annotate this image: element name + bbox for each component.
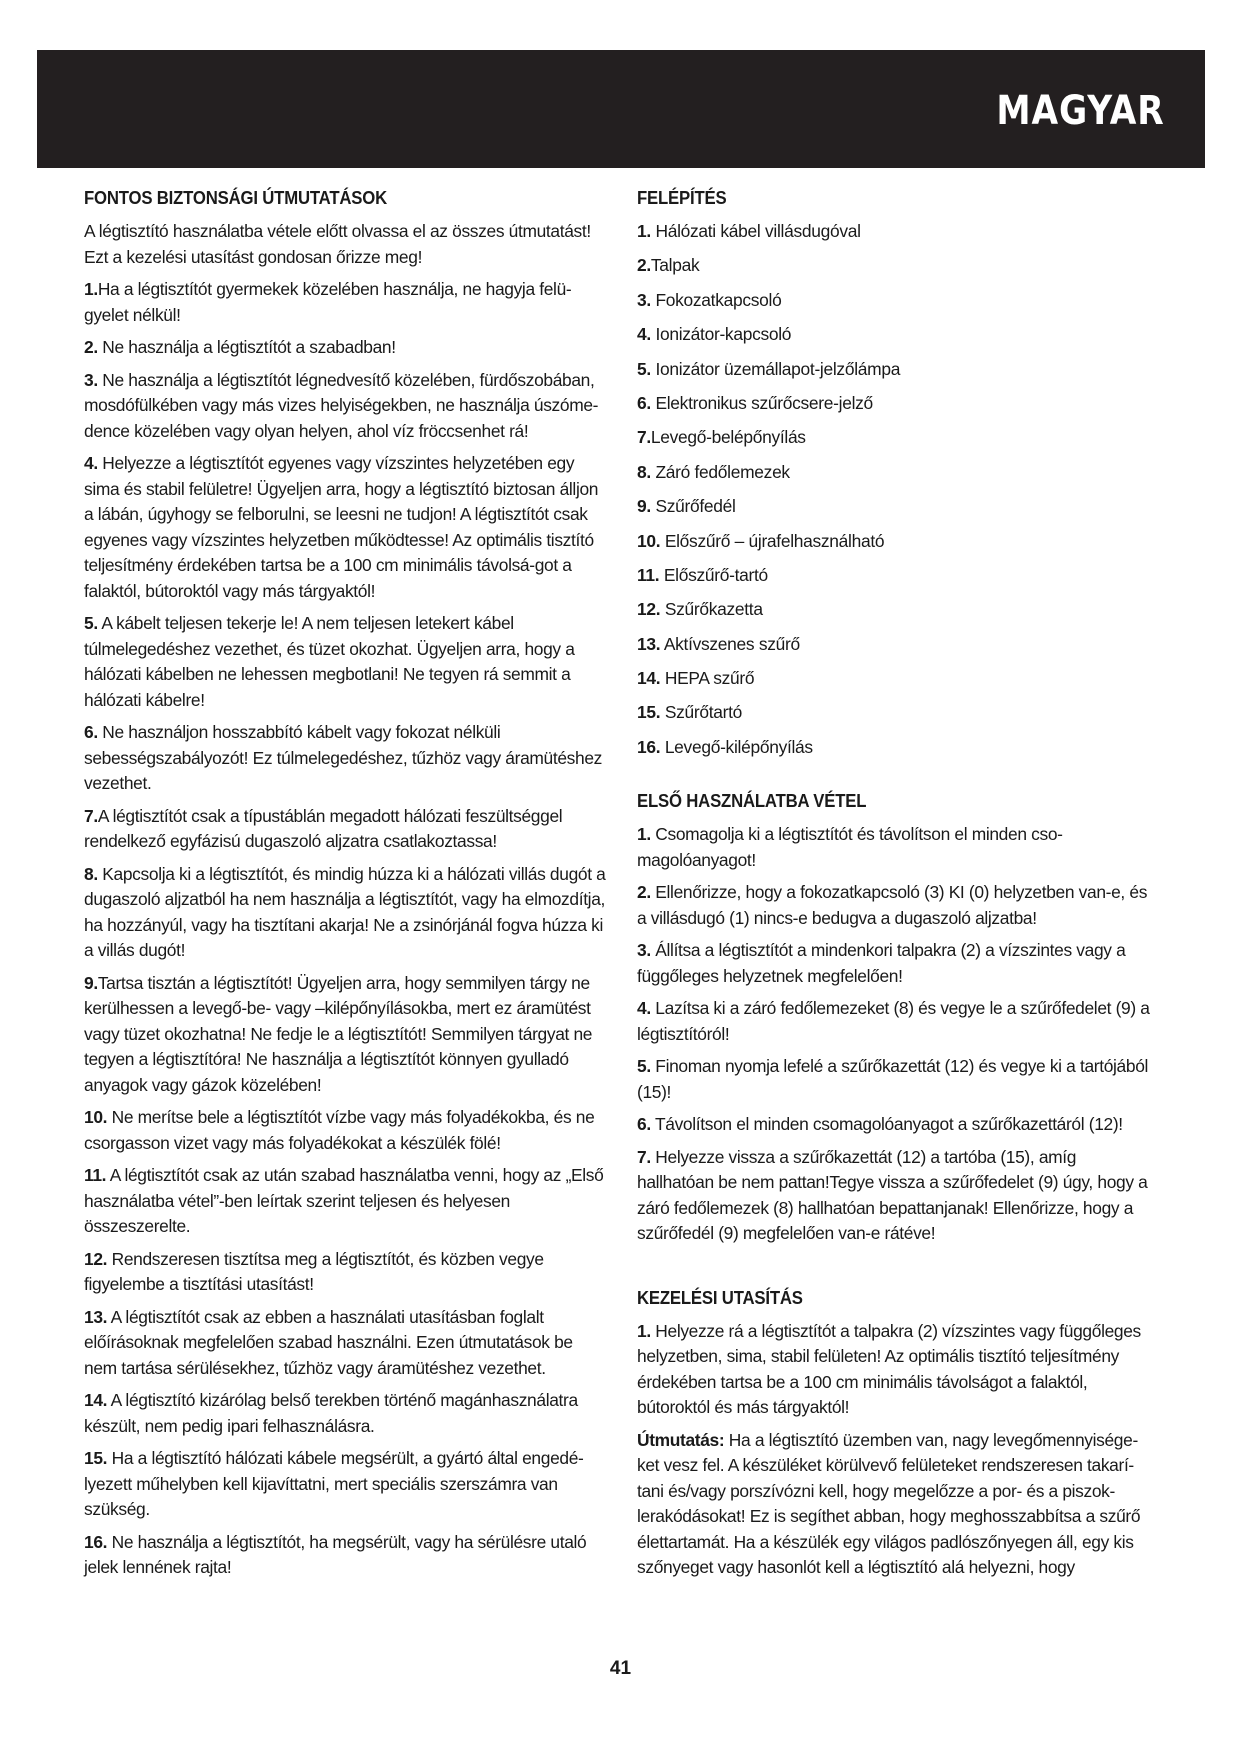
language-label: MAGYAR [996, 88, 1165, 134]
item-number: 4. [637, 324, 651, 345]
safety-list [84, 277, 609, 1581]
safety-item [84, 1163, 609, 1240]
first-use-item [637, 996, 1157, 1047]
item-number: 12. [637, 599, 661, 620]
item-number: 3. [637, 940, 651, 961]
item-number: 2. [84, 337, 98, 357]
item-number: 13. [84, 1306, 108, 1327]
item-number: 10. [84, 1107, 108, 1127]
safety-item [84, 804, 609, 855]
construction-item [637, 735, 1157, 760]
item-number: 16. [637, 736, 661, 757]
item-text: Talpak [650, 255, 700, 276]
item-number: 13. [637, 633, 661, 654]
construction-item [637, 494, 1157, 519]
safety-item [84, 1305, 609, 1382]
construction-item [637, 391, 1157, 416]
construction-item [637, 529, 1157, 554]
safety-item [84, 611, 609, 713]
item-text: Ionizátor üzemállapot-jelzőlámpa [650, 358, 901, 379]
note-label: Útmutatás: [637, 1429, 725, 1450]
item-number: 5. [637, 1056, 651, 1077]
item-number: 9. [84, 972, 98, 993]
item-number: 15. [84, 1448, 108, 1468]
safety-intro: A légtisztító használatba vétele előtt olvassa el az összes útmutatást! Ezt a kezelési utasítást gondosan őrizze meg! [84, 221, 591, 267]
item-text: Helyezze vissza a szűrőkazettát (12) a tartóba (15), amíg hallhatóan be nem pattan!Tegye vissza a szűrőfedelet (9) úgy, hogy a záró fedőlemezek (8) hallhatóan bepattanjanak! Ellenőrizze, hogy a szűrőfedél (9) megfelelően van-e rátéve! [637, 1146, 1148, 1244]
item-text: Elektronikus szűrőcsere-jelző [650, 392, 873, 413]
construction-item [637, 253, 1157, 278]
construction-item [637, 700, 1157, 725]
item-text: A légtisztítót csak a típustáblán megadott hálózati feszültséggel rendelkező egyfázisú dugaszoló aljzatra csatlakoztassa! [84, 805, 563, 851]
operation-note [637, 1428, 1157, 1581]
item-text: A légtisztítót csak az után szabad használatba venni, hogy az „Első használatba vétel”-ben leírtak szerint teljesen és helyesen összeszerelte. [84, 1165, 604, 1236]
item-text: A kábelt teljesen tekerje le! A nem teljesen letekert kábel túlmelegedéshez vezethet, és tüzet okozhat. Ügyeljen arra, hogy a hálózati kábelben ne lehessen megbotlani! Ne tegyen rá semmit a hálózati kábelre! [84, 613, 575, 710]
item-number: 4. [84, 453, 98, 473]
item-text: Finoman nyomja lefelé a szűrőkazettát (12) és vegye ki a tartójából (15)! [637, 1056, 1149, 1102]
operation-item-1 [637, 1319, 1157, 1421]
item-text: Ne használja a légtisztítót légnedvesítő közelében, fürdőszobában, mosdófülkében vagy más vizes helyiségekben, ne használja úszóme-dence közelében vagy olyan helyen, ahol víz fröccsenhet rá! [84, 369, 599, 441]
item-number: 5. [637, 358, 651, 379]
item-number: 6. [84, 722, 98, 742]
item-number: 6. [637, 392, 651, 413]
safety-item [84, 277, 609, 328]
item-text: Helyezze rá a légtisztítót a talpakra (2) vízszintes vagy függőleges helyzetben, sima, stabil felületen! Az optimális tisztító teljesítmény érdekében tartsa be a 100 cm minimális távolságot a falaktól, bútoroktól és más tárgyaktól! [637, 1320, 1141, 1418]
item-text: Záró fedőlemezek [650, 461, 790, 482]
item-number: 8. [84, 863, 98, 884]
construction-item [637, 288, 1157, 313]
safety-item [84, 1388, 609, 1439]
item-number: 14. [637, 668, 661, 689]
item-number: 15. [637, 702, 661, 723]
item-text: Távolítson el minden csomagolóanyagot a szűrőkazettáról (12)! [650, 1114, 1123, 1135]
item-number: 11. [637, 564, 660, 585]
item-number: 7. [637, 1146, 651, 1167]
first-use-title: ELSŐ HASZNÁLATBA VÉTEL [637, 791, 867, 812]
item-number: 4. [637, 998, 651, 1019]
right-column [637, 188, 1157, 1588]
item-number: 12. [84, 1248, 108, 1269]
safety-item [84, 971, 609, 1099]
item-text: HEPA szűrő [660, 668, 755, 689]
operation-title: KEZELÉSI UTASÍTÁS [637, 1287, 803, 1308]
item-text: Ne merítse bele a légtisztítót vízbe vagy más folyadékokba, és ne csorgasson vizet vagy más folyadékokat a készülék fölé! [84, 1107, 595, 1153]
safety-item [84, 862, 609, 964]
item-text: A légtisztítót csak az ebben a használati utasításban foglalt előírásoknak megfelelően szabad használni. Ezen útmutatások be nem tartása sérülésekhez, tűzhöz vagy áramütéshez vezethet. [84, 1306, 573, 1378]
item-text: Ne használja a légtisztítót a szabadban! [97, 337, 396, 357]
safety-item [84, 1530, 609, 1581]
item-text: Szűrőkazetta [660, 599, 763, 620]
page-number: 41 [609, 1658, 632, 1679]
note-text: Ha a légtisztító üzemben van, nagy levegőmennyisége-ket vesz fel. A készüléket körülvevő felületeket rendszeresen takarí-tani és/vagy porszívózni kell, hogy megelőzze a por- és a piszok-lerakódásokat! Ez is segíthet abban, hogy meghosszabbítsa a szűrő élettartamát. Ha a készülék egy világos padlószőnyegen áll, egy kis szőnyeget vagy hasonlót kell a légtisztító alá helyezni, hogy [637, 1429, 1141, 1578]
first-use-item [637, 822, 1157, 873]
item-text: Előszűrő – újrafelhasználható [660, 530, 885, 551]
safety-item [84, 1247, 609, 1298]
item-text: Ionizátor-kapcsoló [650, 324, 792, 345]
item-text: Levegő-kilépőnyílás [660, 736, 813, 757]
construction-item [637, 219, 1157, 244]
construction-item [637, 597, 1157, 622]
construction-item [637, 563, 1157, 588]
item-number: 7. [637, 427, 651, 448]
item-text: Ha a légtisztító hálózati kábele megsérült, a gyártó által engedé-lyezett műhelyben kell kijavíttatni, mert speciális szerszámra van szükség. [84, 1448, 584, 1519]
item-text: Állítsa a légtisztítót a mindenkori talpakra (2) a vízszintes vagy a függőleges helyzetnek megfelelően! [637, 940, 1126, 986]
item-text: Kapcsolja ki a légtisztítót, és mindig húzza ki a hálózati villás dugót a dugaszoló aljzatból ha nem használja a légtisztítót, vagy ha elmozdítja, ha hozzányúl, vagy ha tisztítani akarja! Ne a zsinórjánál fogva húzza ki a villás dugót! [84, 863, 606, 960]
item-text: Ha a légtisztítót gyermekek közelében használja, ne hagyja felü-gyelet nélkül! [84, 279, 572, 325]
safety-item [84, 335, 609, 361]
item-text: Előszűrő-tartó [659, 564, 768, 585]
item-text: Szűrőfedél [650, 496, 736, 517]
construction-item [637, 632, 1157, 657]
safety-title: FONTOS BIZTONSÁGI ÚTMUTATÁSOK [84, 188, 387, 208]
item-number: 2. [637, 882, 651, 903]
item-number: 3. [637, 289, 651, 310]
item-text: Lazítsa ki a záró fedőlemezeket (8) és vegye le a szűrőfedelet (9) a légtisztítóról! [637, 998, 1150, 1044]
construction-list [637, 219, 1157, 760]
item-text: A légtisztító kizárólag belső terekben történő magánhasználatra készült, nem pedig ipari felhasználásra. [84, 1390, 578, 1436]
item-text: Hálózati kábel villásdugóval [650, 221, 861, 241]
first-use-item [637, 880, 1157, 931]
first-use-item [637, 1054, 1157, 1105]
item-number: 3. [84, 369, 98, 390]
item-text: Szűrőtartó [660, 702, 743, 723]
item-number: 16. [84, 1531, 108, 1552]
safety-item [84, 720, 609, 797]
item-number: 5. [84, 613, 98, 633]
construction-title: FELÉPÍTÉS [637, 188, 727, 208]
first-use-item [637, 1145, 1157, 1247]
item-number: 2. [637, 255, 651, 276]
item-text: Ellenőrizze, hogy a fokozatkapcsoló (3) KI (0) helyzetben van-e, és a villásdugó (1) nincs-e bedugva a dugaszoló aljzatba! [637, 882, 1148, 928]
item-number: 11. [84, 1165, 107, 1185]
item-text: Ne használjon hosszabbító kábelt vagy fokozat nélküli sebességszabályozót! Ez túlmelegedéshez, tűzhöz vagy áramütéshez vezethet. [84, 722, 602, 793]
item-number: 1. [84, 279, 98, 299]
item-text: Aktívszenes szűrő [660, 633, 800, 654]
first-use-item [637, 1112, 1157, 1138]
item-number: 1. [637, 221, 651, 241]
item-text: Rendszeresen tisztítsa meg a légtisztítót, és közben vegye figyelembe a tisztítási utasítást! [84, 1248, 544, 1294]
item-number: 8. [637, 461, 651, 482]
safety-item [84, 451, 609, 604]
construction-item [637, 666, 1157, 691]
construction-item [637, 460, 1157, 485]
item-number: 6. [637, 1114, 651, 1135]
construction-item [637, 425, 1157, 450]
item-text: Levegő-belépőnyílás [650, 427, 806, 448]
safety-item [84, 368, 609, 445]
item-number: 14. [84, 1390, 108, 1410]
language-header-band [37, 50, 1205, 168]
first-use-item [637, 938, 1157, 989]
construction-item [637, 322, 1157, 347]
item-number: 10. [637, 530, 661, 551]
item-number: 9. [637, 496, 651, 517]
item-text: Fokozatkapcsoló [650, 289, 782, 310]
left-column [84, 188, 609, 1588]
construction-item [637, 357, 1157, 382]
item-number: 1. [637, 824, 651, 845]
first-use-list [637, 822, 1157, 1247]
item-text: Ne használja a légtisztítót, ha megsérült, vagy ha sérülésre utaló jelek lennének rajta! [84, 1531, 587, 1577]
safety-item [84, 1446, 609, 1523]
item-text: Helyezze a légtisztítót egyenes vagy vízszintes helyzetében egy sima és stabil felületre! Ügyeljen arra, hogy a légtisztító biztosan álljon a lábán, úgyhogy se felborulni, se leesni ne tudjon! A légtisztítót csak egyenes vagy vízszintes helyzetben működtesse! Az optimális tisztító teljesítmény érdekében tartsa be a 100 cm minimális távolsá-got a falaktól, bútoroktól vagy más tárgyaktól! [84, 453, 599, 601]
item-text: Tartsa tisztán a légtisztítót! Ügyeljen arra, hogy semmilyen tárgy ne kerülhessen a levegő-be- vagy –kilépőnyílásokba, mert ez áramütést vagy tüzet okozhatna! Ne fedje le a légtisztítót! Semmilyen tárgyat ne tegyen a légtisztítóra! Ne használja a légtisztítót könnyen gyulladó anyagok vagy gázok közelében! [84, 972, 593, 1095]
safety-item [84, 1105, 609, 1156]
item-number: 1. [637, 1320, 651, 1341]
item-text: Csomagolja ki a légtisztítót és távolítson el minden cso-magolóanyagot! [637, 824, 1063, 870]
item-number: 7. [84, 805, 98, 826]
